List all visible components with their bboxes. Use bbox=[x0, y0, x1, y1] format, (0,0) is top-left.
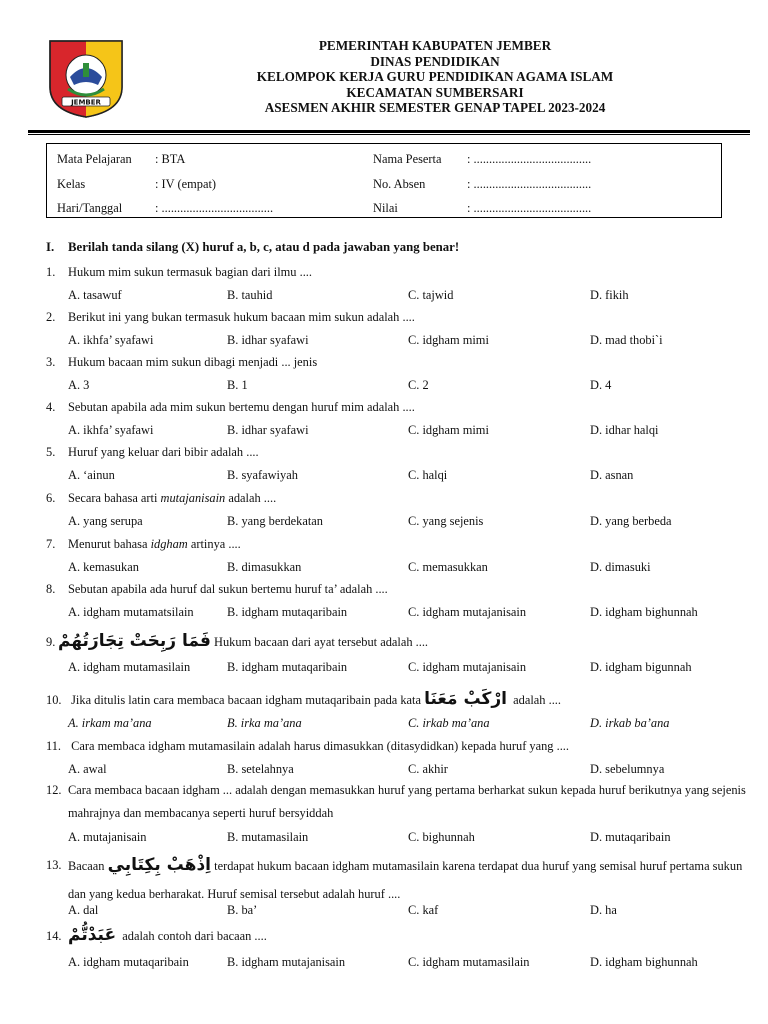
option-d[interactable]: D. mutaqaribain bbox=[590, 830, 671, 844]
question bbox=[46, 310, 752, 325]
answer-options bbox=[68, 716, 758, 732]
absence-number-label: No. Absen bbox=[373, 177, 426, 191]
option-a[interactable]: A. mutajanisain bbox=[68, 830, 147, 844]
option-d[interactable] bbox=[590, 716, 670, 731]
question-number: 2. bbox=[46, 310, 56, 324]
arabic-verse: فَمَا رَبِحَتْ تِجَارَتُهُمْ bbox=[58, 631, 211, 651]
answer-options bbox=[68, 660, 758, 676]
question bbox=[46, 925, 752, 945]
participant-name-field[interactable]: : ...................................... bbox=[467, 152, 592, 166]
option-c[interactable]: C. kaf bbox=[408, 903, 439, 917]
option-b[interactable]: B. mutamasilain bbox=[227, 830, 309, 844]
option-c[interactable] bbox=[408, 716, 490, 731]
identity-row bbox=[47, 201, 721, 217]
option-b[interactable]: B. idgham mutajanisain bbox=[227, 955, 346, 969]
option-a[interactable]: A. dal bbox=[68, 903, 99, 917]
option-a[interactable]: A. idgham mutamatsilain bbox=[68, 605, 194, 619]
option-d[interactable]: D. 4 bbox=[590, 378, 612, 392]
letterhead bbox=[140, 38, 730, 116]
option-c[interactable]: C. akhir bbox=[408, 762, 448, 776]
jember-regency-logo bbox=[46, 37, 126, 119]
question-text: Hukum bacaan mim sukun dibagi menjadi ... jenis bbox=[68, 355, 318, 369]
option-c[interactable]: C. tajwid bbox=[408, 288, 454, 302]
option-a[interactable]: A. ikhfa’ syafawi bbox=[68, 423, 154, 437]
header-line-5: ASESMEN AKHIR SEMESTER GENAP TAPEL 2023-2024 bbox=[264, 100, 606, 115]
option-d[interactable]: D. yang berbeda bbox=[590, 514, 672, 528]
header-line-3: KELOMPOK KERJA GURU PENDIDIKAN AGAMA ISLAM bbox=[256, 69, 614, 84]
option-a[interactable]: A. kemasukan bbox=[68, 560, 139, 574]
answer-options bbox=[68, 423, 758, 439]
question-text-pre: Jika ditulis latin cara membaca bacaan idgham mutaqaribain pada kata bbox=[71, 693, 421, 707]
question bbox=[46, 689, 752, 709]
arabic-word: ارْكَبْ مَعَنَا bbox=[424, 689, 507, 709]
answer-options bbox=[68, 333, 758, 349]
option-c[interactable]: C. yang sejenis bbox=[408, 514, 484, 528]
option-b[interactable]: B. ba’ bbox=[227, 903, 258, 917]
date-label: Hari/Tanggal bbox=[57, 201, 123, 215]
question-text-post: artinya .... bbox=[187, 537, 241, 551]
question bbox=[46, 265, 752, 280]
option-c[interactable]: C. idgham mimi bbox=[408, 423, 489, 437]
option-c[interactable]: C. bighunnah bbox=[408, 830, 475, 844]
option-b[interactable]: B. tauhid bbox=[227, 288, 273, 302]
section-title: Berilah tanda silang (X) huruf a, b, c, atau d pada jawaban yang benar! bbox=[68, 240, 460, 254]
option-d[interactable]: D. mad thobi`i bbox=[590, 333, 663, 347]
question-text: Hukum bacaan dari ayat tersebut adalah .... bbox=[214, 635, 429, 649]
option-a[interactable] bbox=[68, 716, 152, 731]
header-divider-thin bbox=[28, 134, 750, 135]
option-b[interactable]: B. idgham mutaqaribain bbox=[227, 660, 348, 674]
option-a[interactable]: A. ikhfa’ syafawi bbox=[68, 333, 154, 347]
student-identity-box bbox=[46, 143, 722, 218]
answer-options bbox=[68, 288, 758, 304]
header-line-4: KECAMATAN SUMBERSARI bbox=[346, 84, 524, 100]
option-d[interactable]: D. fikih bbox=[590, 288, 629, 302]
question-number: 3. bbox=[46, 355, 56, 369]
option-d[interactable]: D. idgham bigunnah bbox=[590, 660, 692, 674]
question-number: 1. bbox=[46, 265, 56, 279]
question bbox=[46, 355, 752, 370]
option-d[interactable]: D. idhar halqi bbox=[590, 423, 659, 437]
option-b[interactable]: B. 1 bbox=[227, 378, 248, 392]
answer-options bbox=[68, 903, 758, 919]
answer-options bbox=[68, 468, 758, 484]
answer-options bbox=[68, 378, 758, 394]
question-text: Sebutan apabila ada huruf dal sukun bertemu huruf ta’ adalah .... bbox=[68, 582, 388, 596]
absence-number-field[interactable]: : ...................................... bbox=[467, 177, 592, 191]
question bbox=[46, 491, 752, 506]
option-a[interactable]: A. tasawuf bbox=[68, 288, 122, 302]
question-text: Hukum mim sukun termasuk bagian dari ilmu .... bbox=[68, 265, 312, 279]
question-number: 13. bbox=[46, 858, 62, 872]
question-number: 10. bbox=[46, 693, 62, 707]
option-b[interactable]: B. idgham mutaqaribain bbox=[227, 605, 348, 619]
option-d[interactable]: D. idgham bighunnah bbox=[590, 955, 698, 969]
question-text: Berikut ini yang bukan termasuk hukum bacaan mim sukun adalah .... bbox=[68, 310, 415, 324]
identity-row bbox=[47, 152, 721, 168]
option-d[interactable]: D. idgham bighunnah bbox=[590, 605, 698, 619]
option-d[interactable]: D. sebelumnya bbox=[590, 762, 665, 776]
option-b[interactable]: B. dimasukkan bbox=[227, 560, 302, 574]
option-d-text: D. irkab ba’ana bbox=[590, 716, 670, 730]
question-number: 8. bbox=[46, 582, 56, 596]
question-number: 12. bbox=[46, 783, 62, 797]
question-text: adalah contoh dari bacaan .... bbox=[122, 929, 267, 943]
option-c[interactable]: C. memasukkan bbox=[408, 560, 488, 574]
date-field[interactable]: : .................................... bbox=[155, 201, 274, 215]
option-c[interactable]: C. 2 bbox=[408, 378, 429, 392]
question-text-pre: Secara bahasa arti bbox=[68, 491, 161, 505]
answer-options bbox=[68, 955, 758, 971]
question-number: 11. bbox=[46, 739, 62, 753]
subject-value: : BTA bbox=[155, 152, 186, 166]
score-label: Nilai bbox=[373, 201, 398, 215]
question bbox=[46, 739, 752, 754]
option-c[interactable]: C. idgham mutajanisain bbox=[408, 660, 527, 674]
option-b[interactable]: B. setelahnya bbox=[227, 762, 294, 776]
class-label: Kelas bbox=[57, 177, 86, 191]
option-d[interactable]: D. asnan bbox=[590, 468, 634, 482]
option-c[interactable]: C. idgham mutamasilain bbox=[408, 955, 530, 969]
option-a[interactable]: A. idgham mutamasilain bbox=[68, 660, 191, 674]
question-number: 4. bbox=[46, 400, 56, 414]
option-b[interactable]: B. idhar syafawi bbox=[227, 333, 309, 347]
question-text: Cara membaca idgham mutamasilain adalah harus dimasukkan (ditasydidkan) kepada huruf yang .... bbox=[71, 739, 569, 753]
score-field[interactable]: : ...................................... bbox=[467, 201, 592, 215]
question-text-pre: Bacaan bbox=[68, 859, 105, 873]
participant-name-label: Nama Peserta bbox=[373, 152, 442, 166]
answer-options bbox=[68, 830, 758, 846]
option-a[interactable]: A. awal bbox=[68, 762, 107, 776]
option-c-text: C. irkab ma’ana bbox=[408, 716, 490, 730]
option-b[interactable]: B. yang berdekatan bbox=[227, 514, 323, 528]
question bbox=[46, 582, 752, 597]
answer-options bbox=[68, 605, 758, 621]
question bbox=[46, 631, 752, 651]
option-d[interactable]: D. dimasuki bbox=[590, 560, 651, 574]
option-c[interactable]: C. halqi bbox=[408, 468, 448, 482]
question bbox=[46, 445, 752, 460]
option-c[interactable]: C. idgham mimi bbox=[408, 333, 489, 347]
class-value: : IV (empat) bbox=[155, 177, 217, 191]
question-text-pre: Menurut bahasa bbox=[68, 537, 151, 551]
question bbox=[46, 851, 752, 908]
option-d[interactable]: D. ha bbox=[590, 903, 617, 917]
option-a-text: A. irkam ma’ana bbox=[68, 716, 152, 730]
option-a[interactable]: A. 3 bbox=[68, 378, 90, 392]
option-a[interactable]: A. yang serupa bbox=[68, 514, 143, 528]
question-term: idgham bbox=[150, 537, 188, 551]
question-text: Cara membaca bacaan idgham ... adalah dengan memasukkan huruf yang pertama berharkat sukun kepada huruf berikutnya yang sejenis mahrajnya dan membacanya seperti huruf bersyiddah bbox=[68, 783, 746, 820]
arabic-phrase: اِذْهَبْ بِكِتَابِي bbox=[107, 855, 212, 875]
question-text: Sebutan apabila ada mim sukun bertemu dengan huruf mim adalah .... bbox=[68, 400, 415, 414]
option-b[interactable]: B. syafawiyah bbox=[227, 468, 298, 482]
subject-label: Mata Pelajaran bbox=[57, 152, 132, 166]
option-b-text: B. irka ma’ana bbox=[227, 716, 302, 730]
answer-options bbox=[68, 560, 758, 576]
question-number: 14. bbox=[46, 929, 62, 943]
question-number: 9. bbox=[46, 635, 56, 649]
question-text-post: adalah .... bbox=[225, 491, 277, 505]
answer-options bbox=[68, 514, 758, 530]
option-c[interactable]: C. idgham mutajanisain bbox=[408, 605, 527, 619]
question-number: 5. bbox=[46, 445, 56, 459]
question bbox=[46, 779, 752, 825]
question-number: 7. bbox=[46, 537, 56, 551]
question-text: Huruf yang keluar dari bibir adalah .... bbox=[68, 445, 259, 459]
arabic-word: عَبَدْتُّمْ bbox=[68, 925, 117, 945]
header-line-1: PEMERINTAH KABUPATEN JEMBER bbox=[318, 38, 552, 53]
option-a[interactable]: A. idgham mutaqaribain bbox=[68, 955, 189, 969]
section-instruction bbox=[46, 240, 459, 255]
option-b[interactable] bbox=[227, 716, 302, 731]
option-a[interactable]: A. ‘ainun bbox=[68, 468, 115, 482]
identity-row bbox=[47, 177, 721, 193]
option-b[interactable]: B. idhar syafawi bbox=[227, 423, 309, 437]
answer-options bbox=[68, 762, 758, 778]
header-divider bbox=[28, 130, 750, 133]
header-line-2: DINAS PENDIDIKAN bbox=[370, 53, 500, 69]
question-term: mutajanisain bbox=[160, 491, 226, 505]
question-text-post: adalah .... bbox=[513, 693, 561, 707]
question-number: 6. bbox=[46, 491, 56, 505]
question bbox=[46, 537, 752, 552]
question-text-post: terdapat hukum bacaan idgham mutamasilain karena terdapat dua huruf yang semisal huruf pertama sukun dan yang kedua berharakat. Huruf semisal tersebut adalah huruf .... bbox=[68, 859, 743, 901]
section-number: I. bbox=[46, 240, 55, 254]
question bbox=[46, 400, 752, 415]
svg-text:JEMBER: JEMBER bbox=[71, 98, 101, 107]
